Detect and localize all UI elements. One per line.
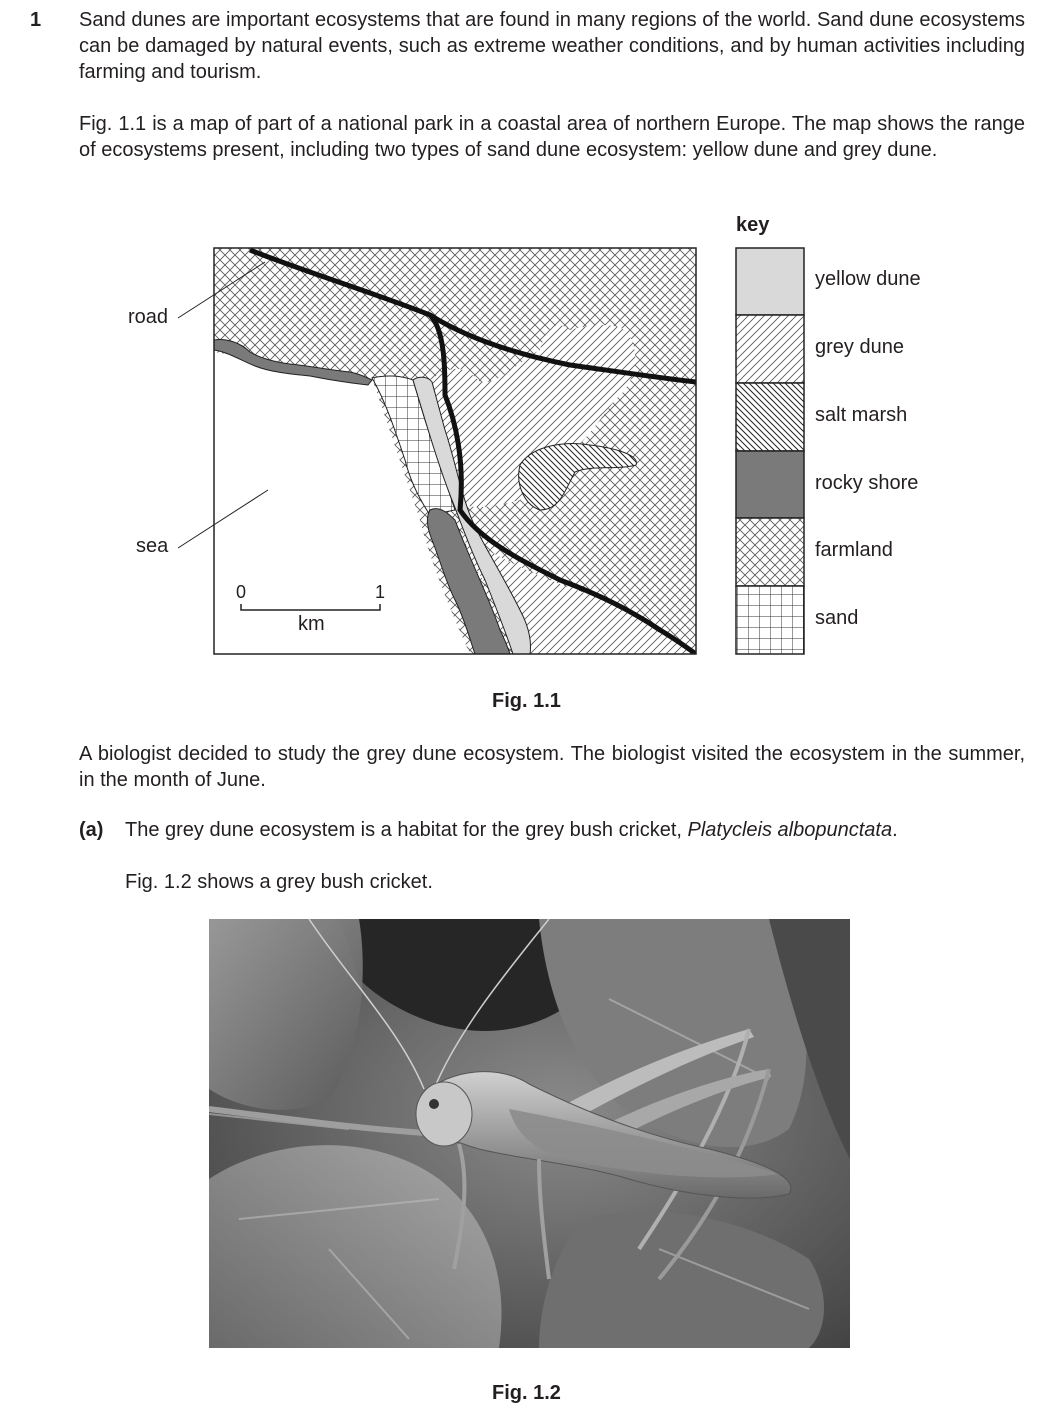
cricket-photo-graphic [209, 919, 850, 1348]
part-a-text: The grey dune ecosystem is a habitat for the grey bush cricket, [125, 819, 688, 841]
scale-unit-label: km [298, 613, 325, 635]
key-label-farmland: farmland [815, 539, 893, 561]
scale-start-label: 0 [236, 582, 247, 602]
key-swatch-rocky-shore [736, 451, 804, 518]
sea-label: sea [136, 535, 169, 557]
key-swatch-salt-marsh [736, 383, 804, 451]
key-label-sand: sand [815, 607, 859, 629]
key-label-yellow-dune: yellow dune [815, 268, 921, 290]
road-label: road [128, 306, 169, 328]
grey-bush-cricket-photo [209, 919, 850, 1348]
key-swatch-yellow-dune [736, 248, 804, 315]
part-a-question [125, 819, 1025, 842]
key-title: key [736, 214, 770, 236]
key-swatch-sand [736, 586, 804, 654]
key-swatch-grey-dune [736, 315, 804, 383]
species-name: Platycleis albopunctata [687, 819, 893, 841]
key-label-rocky-shore: rocky shore [815, 472, 919, 494]
part-a-label: (a) [79, 819, 104, 841]
figure-1-2-reference: Fig. 1.2 shows a grey bush cricket. [125, 871, 433, 893]
scale-end-label: 1 [375, 582, 386, 602]
intro-paragraph: Sand dunes are important ecosystems that are found in many regions of the world. Sand dune ecosystems can be damaged by natural events, such as extreme weather conditions, and by human activities including farming and tourism. [79, 9, 1025, 83]
figure-1-2-caption: Fig. 1.2 [492, 1382, 561, 1404]
key-label-grey-dune: grey dune [815, 336, 904, 358]
figure-intro-paragraph: Fig. 1.1 is a map of part of a national park in a coastal area of northern Europe. The map shows the range of ecosystems present, including two types of sand dune ecosystem: yellow dune and grey dune. [79, 113, 1025, 161]
part-a-text-end: . [892, 819, 898, 841]
question-number: 1 [30, 9, 42, 31]
key-swatch-farmland [736, 518, 804, 586]
figure-1-1-caption: Fig. 1.1 [492, 690, 561, 712]
biologist-paragraph: A biologist decided to study the grey dune ecosystem. The biologist visited the ecosystem in the summer, in the month of June. [79, 743, 1025, 791]
key-label-salt-marsh: salt marsh [815, 404, 908, 426]
